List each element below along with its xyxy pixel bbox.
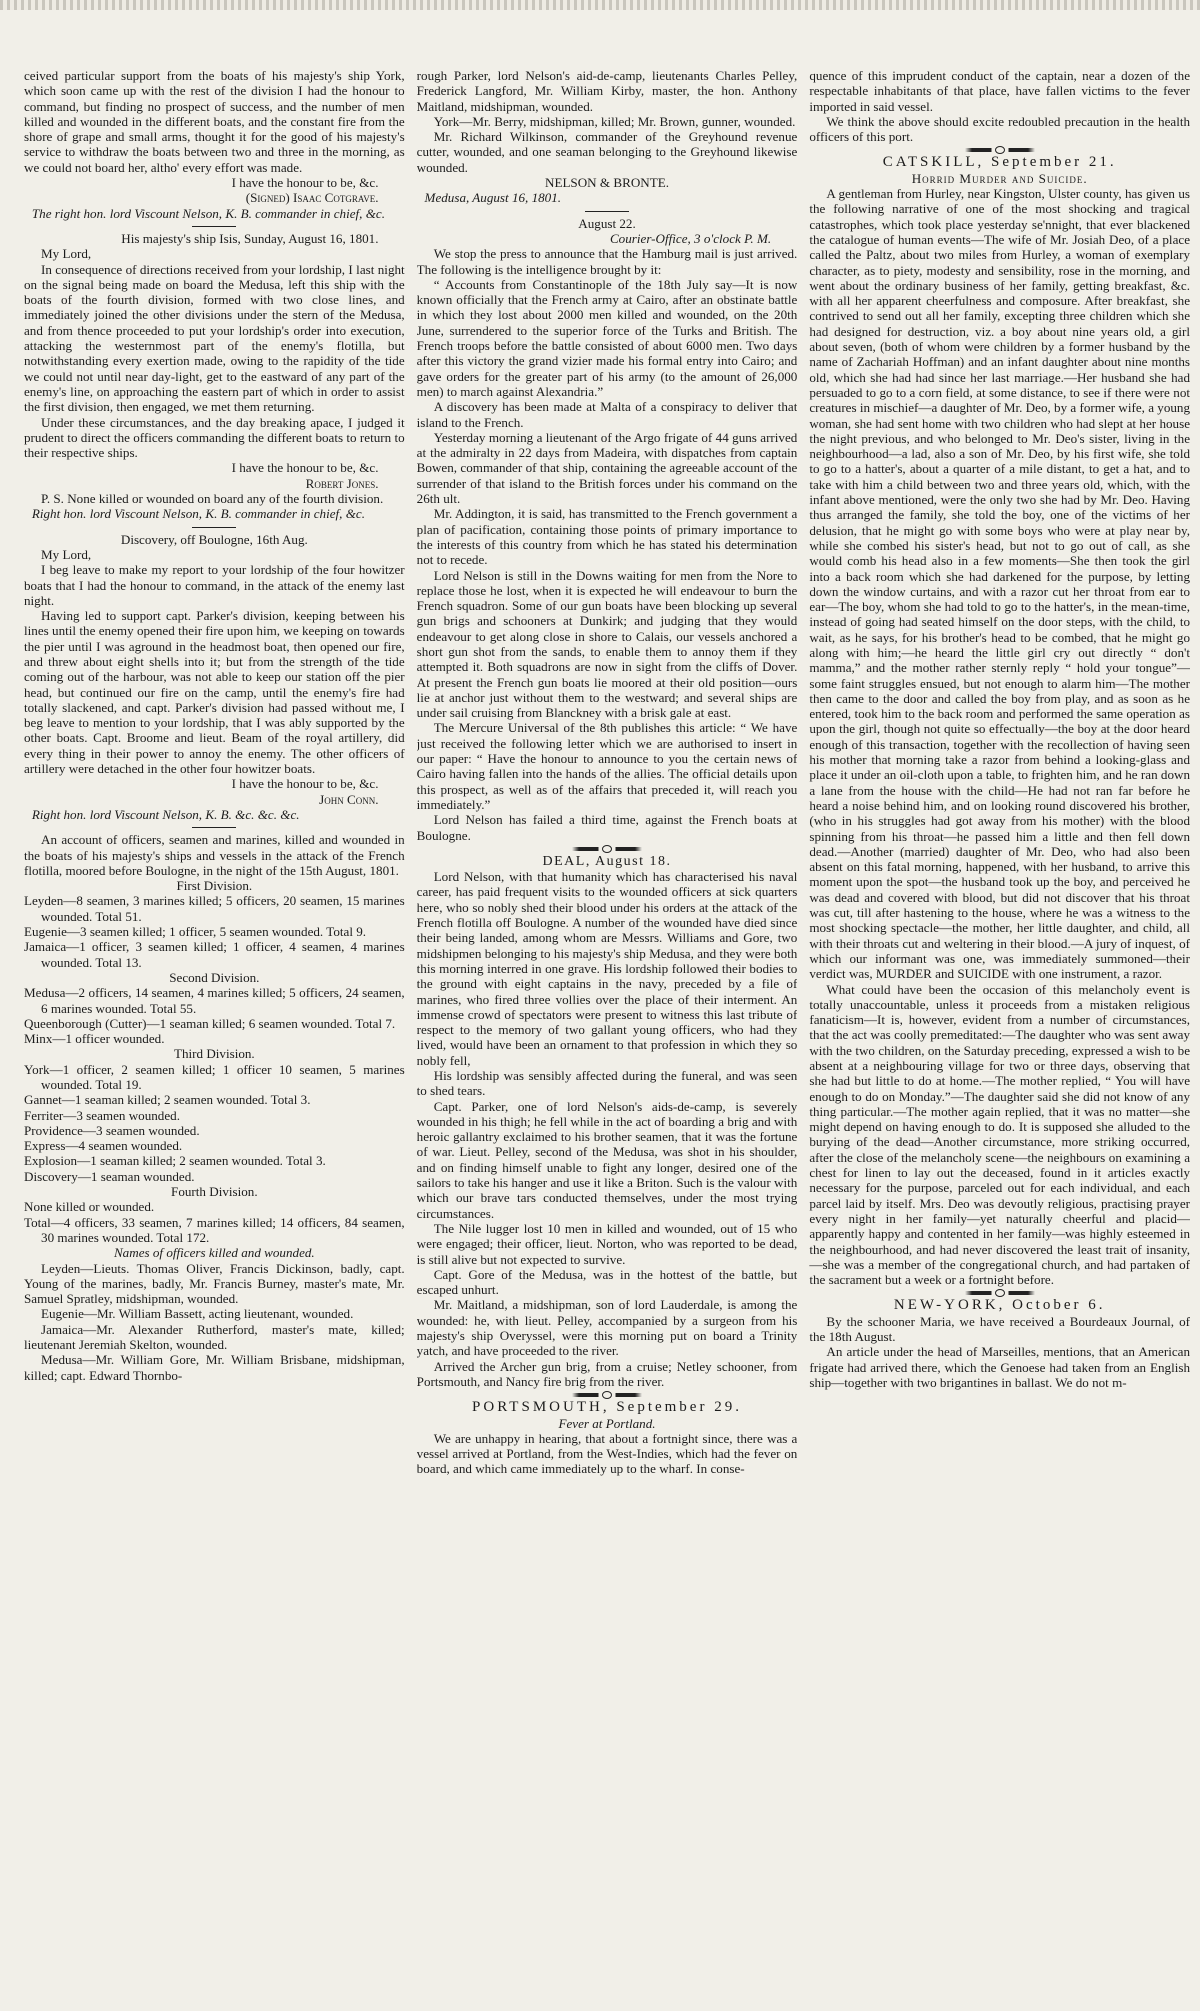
paragraph: “ Accounts from Constantinople of the 18th July say—It is now known officially that the French army at Cairo, after an obstinate battle in which they lost about 2000 men killed and wounded, on the 20th June, surrendered to the superior force of the Turks and British. The French troops before the battle consisted of about 6000 men. Two days after this victory the grand vizier made his formal entry into Cairo; and gave orders for the greater part of his army (to the amount of 26,000 men) to march against Alexandria.” xyxy=(416,276,798,399)
paragraph: His lordship was sensibly affected during the funeral, and was seen to shed tears. xyxy=(416,1068,798,1099)
casualty-line: Gannet—1 seaman killed; 2 seamen wounded. Total 3. xyxy=(24,1092,311,1108)
postscript: P. S. None killed or wounded on board any of the fourth division. xyxy=(41,491,384,507)
subheading: Fever at Portland. xyxy=(558,1415,656,1431)
division-heading: Third Division. xyxy=(173,1046,255,1062)
officer-line: Eugenie—Mr. William Bassett, acting lieutenant, wounded. xyxy=(41,1306,354,1322)
section-heading: DEAL, August 18. xyxy=(542,853,672,869)
address: The right hon. lord Viscount Nelson, K. B. commander in chief, &c. xyxy=(31,205,385,221)
salutation: My Lord, xyxy=(41,546,92,562)
paragraph: Capt. Parker, one of lord Nelson's aids-de-camp, is severely wounded in his thigh; he fell while in the act of boarding a brig and with heroic gallantry exclaimed to his brother seamen, that it was the fortune of war. Lieut. Pelley, second of the Medusa, was shot in his shoulder, and on finding himself unable to fight any longer, desired one of the sailors to take his hanger and use it like a Briton. Such is the valour with which our brave tars conducted themselves, under the most trying circumstances. xyxy=(416,1098,798,1221)
casualty-line: York—1 officer, 2 seamen killed; 1 officer 10 seamen, 5 marines wounded. Total 19. xyxy=(24,1061,405,1092)
columns xyxy=(24,68,1190,2008)
paragraph: Lord Nelson has failed a third time, against the French boats at Boulogne. xyxy=(416,812,798,843)
casualty-line: Minx—1 officer wounded. xyxy=(24,1031,165,1047)
paragraph: Mr. Maitland, a midshipman, son of lord Lauderdale, is among the wounded: he, with lieut. Pelley, accompanied by a surgeon from his majesty's ship Overyssel, were this morning put on board a Trinity yatch, and have proceeded to the river. xyxy=(416,1297,798,1359)
officer-line: Medusa—Mr. William Gore, Mr. William Brisbane, midshipman, killed; capt. Edward Thornbo- xyxy=(24,1352,405,1383)
officer-line: Leyden—Lieuts. Thomas Oliver, Francis Dickinson, badly, capt. Young of the marines, badly, Mr. Francis Burney, master's mate, Mr. Samuel Spratley, midshipman, wounded. xyxy=(24,1260,405,1307)
subheading: Horrid Murder and Suicide. xyxy=(911,170,1088,186)
signature: Robert Jones. xyxy=(305,475,379,491)
paragraph: The Nile lugger lost 10 men in killed and wounded, out of 15 who were engaged; their officer, lieut. Norton, who was reported to be dead, is still alive but not expected to survive. xyxy=(416,1220,798,1267)
casualty-line: Jamaica—1 officer, 3 seamen killed; 1 officer, 4 seamen, 4 marines wounded. Total 13. xyxy=(24,939,405,970)
casualty-line: Leyden—8 seamen, 3 marines killed; 5 officers, 20 seamen, 15 marines wounded. Total 51. xyxy=(24,893,405,924)
casualty-line: Queenborough (Cutter)—1 seaman killed; 6 seamen wounded. Total 7. xyxy=(24,1015,396,1031)
paragraph: Lord Nelson is still in the Downs waiting for men from the Nore to replace those he lost, when it is expected he will endeavour to burn the French squadron. Some of our gun boats have been blocking up several gun brigs and schooners at Dunkirk; and judging that they would endeavour to get along close in shore to Calais, our vessels anchored a short gun shot from the sands, to enable them to annoy them if they attempted it. Both squadrons are now in sight from the cliffs of Dover. At present the French gun boats lie moored at their old position—ours lie at anchor just without them to the westward; and several ships are under sail cruising from Blanckney with a brisk gale at east. xyxy=(416,567,798,721)
paragraph: York—Mr. Berry, midshipman, killed; Mr. Brown, gunner, wounded. xyxy=(433,113,796,129)
paragraph: A gentleman from Hurley, near Kingston, Ulster county, has given us the following narrative of one of the most shocking and tragical catastrophes, which took place yesterday se'nnight, that ever blackened the catalogue of human events—The wife of Mr. Josiah Deo, of a place called the Paltz, about two miles from Hurley, a woman of exemplary character, as to piety, modesty and sensibility, rose in the morning, and went about the ordinary business of her family, getting breakfast, &c. with all her apparent cheerfulness and composure. After breakfast, she contrived to send out all her family, excepting three children which she had designed for destruction, viz. a boy about nine years old, a girl about seven, (both of whom were children by a former husband by the name of Zachariah Hoffman) and an infant daughter about nine months old, which she had had since her last marriage.—Her husband she had persuaded to go to a corn field, at some distance, to see if there were not creatures in mischief—a daughter of Mr. Deo, by a former wife, a young woman, she had sent home with two children who had slept at her house the night previous, and who belonged to Mr. Deo's sister, living in the neighbourhood—a lad, also a son of Mr. Deo, by his first wife, she told to go to a hatter's, about a quarter of a mile distant, to get a hat, and to take with him a child between two and three years old, which, with the infant above mentioned, were the only two she had by Mr. Deo. Having thus arranged the family, she told the boy, one of the victims of her delusion, that he might go with some boys who were at play near by, while she combed his sister's head, but not to go out of call, as she would comb his head also in a few moments—She then took the girl into a back room which she had darkened for the purpose, by letting down the window curtains, and with a razor cut her throat from ear to ear—The boy, whom she had told to go to the hatter's, in the mean-time, instead of going had seated himself on the door steps, with the child, to wait, as he says, for his brother's head to be combed, that he might go along with him;—he heard the little girl cry out directly “ don't mamma,” and the mother rather sternly reply “ hold your tongue”—some faint struggles ensued, but not enough to alarm him—The mother then came to the door and called the boy from play, and as soon as he entered, took him to the back room and performed the same operation as upon the girl, though not quite so effectually—the boy at the door heard enough of this transaction, together with the recollection of having seen his mother that morning take a razor from behind a looking-glass and place it under an oil-cloth upon a table, to frighten him, and he ran down a lane from the house with the child—He had not ran far before he heard a noise behind him, and on looking round discovered his brother, (who in his struggles had got away from his mother) with the blood spinning from his throat—he passed him a little and then fell down dead.—Another (married) daughter of Mr. Deo, who had also been absent on this fatal morning, happened, with her husband, to arrive this moment upon the spot—the husband took up the boy, and perceived he was dead and covered with blood, but did not discover that his throat was cut, till after hastening to the house, where he was a witness to the most shocking spectacle—the mother, her little daughter, and child, all with their throats cut and weltering in their blood.—A jury of inquest, of which our informant was one, was immediately summoned—their verdict was, MURDER and SUICIDE with one instrument, a razor. xyxy=(809,186,1191,982)
casualty-line: None killed or wounded. xyxy=(24,1199,155,1215)
officers-heading: Names of officers killed and wounded. xyxy=(113,1245,315,1261)
casualty-line: Eugenie—3 seamen killed; 1 officer, 5 seamen wounded. Total 9. xyxy=(24,924,367,940)
rule xyxy=(192,527,236,528)
section-heading: PORTSMOUTH, September 29. xyxy=(472,1399,742,1416)
paragraph: A discovery has been made at Malta of a conspiracy to deliver that island to the French. xyxy=(416,399,798,430)
address: Right hon. lord Viscount Nelson, K. B. &c. &c. &c. xyxy=(31,806,300,822)
paragraph: In consequence of directions received from your lordship, I last night on the signal being made on board the Medusa, left this ship with the boats of the fourth division, formed with two close lines, and immediately joined the other divisions under the stern of the Medusa, and from thence proceeded to put your lordship's order into execution, attacking the westernmost part of the enemy's flotilla, but notwithstanding every exertion made, owing to the rapidity of the tide we could not until near day-light, get to the eastward of any part of the enemy's line, on approaching the eastern part of which in order to assist the first division, then engaged, we met them returning. xyxy=(24,261,405,415)
casualty-line: Ferriter—3 seamen wounded. xyxy=(24,1107,180,1123)
casualty-line: Providence—3 seamen wounded. xyxy=(24,1122,200,1138)
officer-line: Jamaica—Mr. Alexander Rutherford, master's mate, killed; lieutenant Jeremiah Skelton, wounded. xyxy=(24,1321,405,1353)
paragraph: Having led to support capt. Parker's division, keeping between his lines until the enemy opened their fire upon him, we keeping on towards the pier until I was aground in the headmost boat, then opened our fire, and threw about eight shells into it; but from the strength of the tide coming out of the harbour, was not able to keep our station off the pier head, but continued our fire on the camp, until the enemy's fire had totally slackened, and capt. Parker's division had passed without me, I beg leave to mention to your lordship, that I was ably supported by the other boats. Capt. Broome and lieut. Beam of the royal artillery, did every thing in their power to annoy the enemy. The other officers of artillery were detached in the other four howitzer boats. xyxy=(24,608,405,777)
paragraph: quence of this imprudent conduct of the captain, near a dozen of the respectable inhabitants of that place, have fallen victims to the fever imported in said vessel. xyxy=(809,68,1191,114)
rule xyxy=(585,211,629,212)
paragraph: By the schooner Maria, we have received a Bourdeaux Journal, of the 18th August. xyxy=(809,1313,1191,1345)
dateline: Discovery, off Boulogne, 16th Aug. xyxy=(120,531,308,547)
paragraph: Lord Nelson, with that humanity which has characterised his naval career, has paid frequent visits to the wounded officers at sick quarters here, who so nobly shed their blood under his orders at the attack of the French flotilla off Boulogne. A number of the wounded have died since their being landed, among whom are Messrs. Williams and Gore, two midshipmen belonging to his majesty's ship Medusa, and they were both this morning interred in one grave. His lordship followed their bodies to the ground with eight captains in the navy, preceded by a file of marines, who fired three vollies over the place of their interment. An immense crowd of spectators were present to witness this last tribute of respect to the memory of two gallant young officers, who had they lived, would have been an ornament to that profession in which they so nobly fell, xyxy=(416,869,798,1068)
paragraph: Mr. Richard Wilkinson, commander of the Greyhound revenue cutter, wounded, and one seaman belonging to the Greyhound likewise wounded. xyxy=(416,129,798,175)
ornament-rule xyxy=(965,1291,1035,1295)
division-heading: First Division. xyxy=(176,878,253,894)
casualty-line: Explosion—1 seaman killed; 2 seamen wounded. Total 3. xyxy=(24,1153,326,1169)
signature: John Conn. xyxy=(319,791,379,807)
paragraph: Capt. Gore of the Medusa, was in the hottest of the battle, but escaped unhurt. xyxy=(416,1266,798,1298)
paragraph: An account of officers, seamen and marines, killed and wounded in the boats of his majesty's ships and vessels in the attack of the French flotilla, moored before Boulogne, in the night of the 15th August, 1801. xyxy=(24,832,405,878)
salutation: My Lord, xyxy=(41,246,92,262)
paragraph: Under these circumstances, and the day breaking apace, I judged it prudent to direct the officers commanding the different boats to return to their respective ships. xyxy=(24,414,405,461)
courier-line: Courier-Office, 3 o'clock P. M. xyxy=(609,230,772,246)
ornament-rule xyxy=(572,1393,642,1397)
paragraph: ceived particular support from the boats of his majesty's ship York, which soon came up with the rest of the division I had the honour to command, but finding no prospect of success, and the number of men killed and wounded in the different boats, and the constant fire from the shore of grape and small arms, thought it for the good of his majesty's service to withdraw the boats between two and three in the morning, as we could not board her, altho' every effort was made. xyxy=(24,68,405,175)
paragraph: Mr. Addington, it is said, has transmitted to the French government a plan of pacification, containing those points of primary importance to the interests of this country from which he has stated his determination not to recede. xyxy=(416,506,798,568)
division-heading: Fourth Division. xyxy=(171,1184,258,1200)
column-3 xyxy=(809,68,1190,2008)
torn-top-edge xyxy=(0,0,1200,10)
casualty-line: Express—4 seamen wounded. xyxy=(24,1138,183,1154)
paragraph: I beg leave to make my report to your lordship of the four howitzer boats that I had the honour to command, in the attack of the enemy last night. xyxy=(24,562,405,608)
place-date: Medusa, August 16, 1801. xyxy=(424,190,562,206)
rule xyxy=(192,827,236,828)
signature: NELSON & BRONTE. xyxy=(544,175,670,191)
casualty-total: Total—4 officers, 33 seamen, 7 marines killed; 14 officers, 84 seamen, 30 marines wounded. Total 172. xyxy=(24,1214,405,1245)
ornament-rule xyxy=(965,148,1035,152)
paragraph: We are unhappy in hearing, that about a fortnight since, there was a vessel arrived at Portland, from the West-Indies, which had the fever on board, and which came immediately up to the wharf. In conse- xyxy=(416,1430,798,1477)
section-heading: CATSKILL, September 21. xyxy=(882,154,1117,171)
division-heading: Second Division. xyxy=(169,969,260,985)
column-1 xyxy=(24,68,405,2008)
column-2 xyxy=(417,68,798,2008)
casualty-line: Discovery—1 seaman wounded. xyxy=(24,1168,195,1184)
closing: I have the honour to be, &c. xyxy=(231,175,379,191)
dateline: August 22. xyxy=(578,215,636,231)
paragraph: We stop the press to announce that the Hamburg mail is just arrived. The following is the intelligence brought by it: xyxy=(416,246,798,277)
paragraph: What could have been the occasion of this melancholy event is totally unaccountable, unless it proceeds from a mistaken religious fanaticism—It is, however, evident from a number of circumstances, that the act was coolly premeditated:—The daughter who was sent away with the two children, on the Saturday preceding, expressed a wish to be absent at a neighbouring village for two or three days, observing that she had but little to do at home.—The mother replied, “ You will have enough to do on Monday.”—The daughter said she did not know of any thing particular.—The mother again replied, that it was no matter—she might depend on having enough to do. It is supposed she alluded to the burying of the dead—Another circumstance, more striking occurred, after the close of the melancholy scene—the neighbours on examining a chest for linen to lay out the deceased, found in it articles exactly necessary for the purpose, parceled out for each individual, and each parcel laid by itself. Mrs. Deo was devoutly religious, practising prayer every night in her family—yet naturally cheerful and placid—apparently happy and contented in her family—was highly esteemed in the neighbourhood, and had never discovered the least trait of insanity,—she was a member of the congregational church, and had partaken of the sacrament but a week or a fortnight before. xyxy=(809,981,1191,1288)
dateline: His majesty's ship Isis, Sunday, August 16, 1801. xyxy=(121,230,379,246)
closing: I have the honour to be, &c. xyxy=(231,776,379,792)
paragraph: rough Parker, lord Nelson's aid-de-camp, lieutenants Charles Pelley, Frederick Langford, Mr. William Kirby, master, the hon. Anthony Maitland, midshipman, wounded. xyxy=(416,68,798,114)
paragraph: Yesterday morning a lieutenant of the Argo frigate of 44 guns arrived at the admiralty in 22 days from Madeira, with dispatches from captain Bowen, commander of that ship, containing the agreeable account of the surrender of that island to the British forces under his command on the 26th ult. xyxy=(416,429,798,507)
paragraph: An article under the head of Marseilles, mentions, that an American frigate had arrived there, which the Genoese had taken from an English ship—together with two brigantines in ballast. We do not m- xyxy=(809,1344,1191,1390)
rule xyxy=(192,226,236,227)
address: Right hon. lord Viscount Nelson, K. B. commander in chief, &c. xyxy=(31,506,365,522)
casualty-line: Medusa—2 officers, 14 seamen, 4 marines killed; 5 officers, 24 seamen, 6 marines wounded. Total 55. xyxy=(24,985,405,1016)
closing: I have the honour to be, &c. xyxy=(231,460,379,476)
paragraph: The Mercure Universal of the 8th publishes this article: “ We have just received the following letter which we are authorised to insert in our paper: “ Have the honour to announce to you the certain news of Cairo having fallen into the hands of the allies. The official details upon this prospect, as well as of the affairs that preceded it, will reach you immediately.” xyxy=(416,720,798,812)
paragraph: Arrived the Archer gun brig, from a cruise; Netley schooner, from Portsmouth, and Nancy fire brig from the river. xyxy=(416,1358,798,1389)
signature: (Signed) Isaac Cotgrave. xyxy=(245,190,379,206)
paragraph: We think the above should excite redoubled precaution in the health officers of this port. xyxy=(809,113,1191,145)
ornament-rule xyxy=(572,847,642,851)
section-heading: NEW-YORK, October 6. xyxy=(893,1297,1106,1314)
